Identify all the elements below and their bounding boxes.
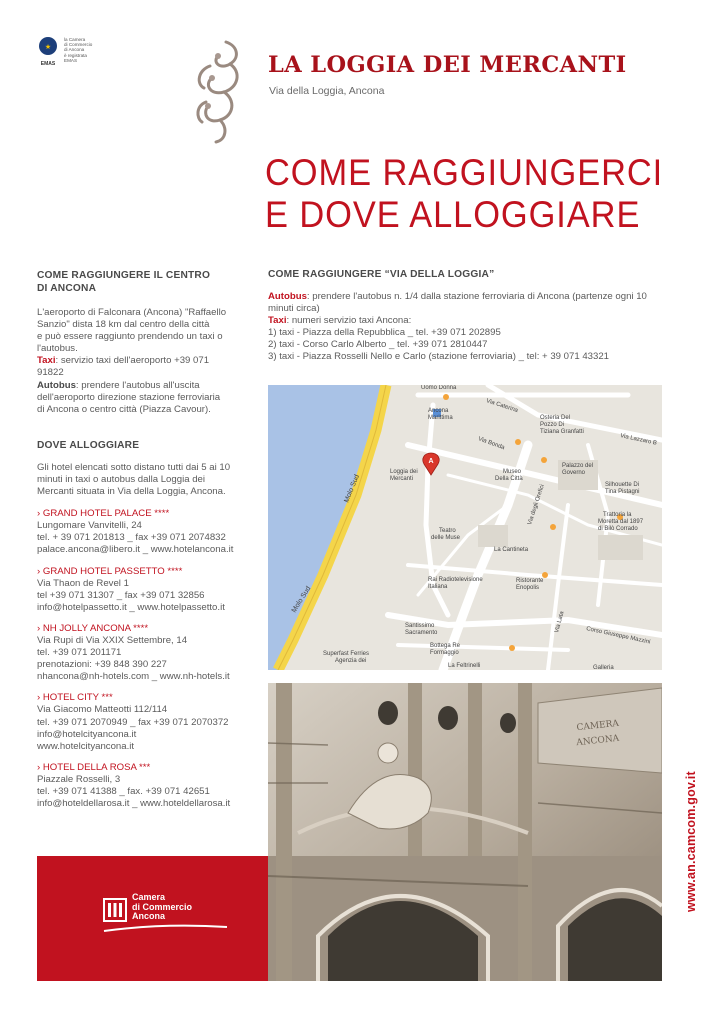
reach-center-heading-line: DI ANCONA	[37, 283, 97, 294]
taxi-line: 2) taxi - Corso Carlo Alberto _ tel. +39 071 2810447	[268, 339, 488, 351]
emas-caption	[64, 37, 92, 63]
emas-caption-line: la Camera	[64, 37, 86, 42]
map-label: Museo	[503, 469, 522, 475]
hotel-line: Via Thaon de Revel 1	[37, 577, 129, 589]
map-label: Della Città	[495, 476, 523, 482]
emas-caption-line: è registrata	[64, 52, 87, 58]
hotel-line: tel +39 071 31307 _ fax +39 071 32856	[37, 589, 205, 601]
map-label: Molo Sud	[290, 585, 313, 615]
map-label: Ancona	[428, 408, 449, 414]
map-label: Agenzia dei	[335, 658, 367, 664]
map-label: Enopolis	[516, 585, 540, 591]
main-title	[265, 152, 663, 236]
map-label: Osteria Del	[540, 415, 571, 421]
map-label: Rai Radiotelevisione	[428, 577, 483, 583]
header-title: LA LOGGIA DEI MERCANTI	[268, 52, 627, 78]
map-label: Palazzo del	[562, 463, 594, 469]
bus-line: di Ancona o centro città (Piazza Cavour).	[37, 403, 211, 415]
taxi-label: Taxi	[37, 355, 56, 367]
map-label: Sacramento	[405, 630, 438, 636]
map-label: Moretta dal 1897	[598, 519, 644, 525]
airport-line: e può essere raggiunto prendendo un taxi o	[37, 331, 223, 343]
ornament-icon	[190, 36, 252, 148]
map-label: Trattoria la	[603, 512, 632, 518]
hotel-line: tel. +39 071 41388 _ fax. +39 071 42651	[37, 786, 210, 797]
hotel-link[interactable]: www.hotelcityancona.it	[37, 740, 135, 752]
chamber-building-icon	[102, 895, 128, 925]
emas-caption-line: di Ancona	[64, 47, 85, 53]
hotel-line: tel. + 39 071 201813 _ fax +39 071 2074832	[37, 532, 226, 544]
map-label: Bottega Re	[430, 643, 461, 649]
stay-intro-line: Mercanti situata in Via della Loggia, Ancona.	[37, 486, 226, 498]
hotel-item	[37, 692, 252, 752]
hotel-item	[37, 508, 252, 556]
bus-text: : prendere l'autobus all'uscita	[75, 379, 200, 391]
taxi-line: 1) taxi - Piazza della Repubblica _ tel. +39 071 202895	[268, 327, 501, 339]
map-label: Mercanti	[390, 476, 414, 482]
hotel-item	[37, 762, 252, 810]
hotel-item	[37, 623, 252, 683]
map-label: di Bilò Corrado	[598, 526, 638, 532]
bus-line: dell'aeroporto direzione stazione ferroviaria	[37, 391, 221, 403]
taxi-number: 91822	[37, 367, 64, 379]
camera-logo-text	[132, 893, 192, 922]
camera-logo-line: Camera	[132, 892, 166, 902]
bus-text: minuti circa)	[268, 303, 320, 315]
hotel-link[interactable]: nhancona@nh-hotels.com _ www.nh-hotels.it	[37, 671, 230, 683]
map-label: Superfast Ferries	[323, 651, 370, 657]
hotel-link[interactable]: info@hoteldellarosa.it _ www.hoteldellarosa.it	[37, 798, 231, 810]
map-label: Tina Pistagni	[605, 489, 640, 495]
hotel-link[interactable]: info@hotelpassetto.it _ www.hotelpassetto.it	[37, 601, 225, 613]
camera-logo-line: di Commercio	[132, 901, 193, 912]
map-label: Santissimo	[405, 623, 435, 629]
emas-logo	[35, 36, 61, 66]
map-label: Corso Giuseppe Mazzini	[585, 626, 651, 646]
map-label: Galleria	[593, 665, 614, 670]
map-label: Uomo Donna	[421, 385, 457, 391]
emas-caption-line: di Commercio	[64, 42, 93, 48]
airport-line: l'autobus.	[37, 343, 78, 355]
hotel-line: tel. +39 071 2070949 _ fax +39 071 2070372	[37, 716, 229, 728]
map-label: Molo Sud	[343, 473, 361, 504]
map-marker-label: A	[428, 458, 434, 465]
stay-intro-line: Gli hotel elencati sotto distano tutti dai 5 ai 10	[37, 461, 231, 473]
footer-photo-overlay	[268, 856, 662, 981]
hotel-name: › GRAND HOTEL PALACE ****	[37, 508, 170, 520]
map-label: Pozzo Di	[540, 422, 565, 428]
camera-logo-swoosh	[102, 923, 232, 933]
hotel-name: › HOTEL CITY ***	[37, 692, 113, 704]
hotel-item	[37, 566, 252, 614]
right-taxi-line	[268, 315, 668, 327]
map-label: La Cantineta	[494, 547, 529, 553]
hotel-line: Via Giacomo Matteotti 112/114	[37, 704, 168, 716]
reach-center-heading	[37, 269, 252, 295]
emas-caption-line: EMAS	[64, 57, 78, 63]
right-column	[268, 269, 668, 364]
inscription-text: CAMERA	[576, 718, 620, 734]
inscription-text: ANCONA	[575, 733, 620, 749]
hotel-name: › NH JOLLY ANCONA ****	[37, 622, 149, 634]
hotel-line: prenotazioni: +39 848 390 227	[37, 659, 167, 671]
map-label: La Feltrinelli	[448, 663, 481, 669]
hotel-link[interactable]: palace.ancona@libero.it _ www.hotelancona.it	[37, 544, 234, 556]
airport-taxi-line	[37, 355, 252, 367]
hotel-line: Piazzale Rosselli, 3	[37, 773, 121, 785]
hotel-line: Via Rupi di Via XXIX Settembre, 14	[37, 634, 188, 646]
reach-center-heading-line: COME RAGGIUNGERE IL CENTRO	[37, 270, 211, 281]
stay-heading: DOVE ALLOGGIARE	[37, 439, 140, 451]
airport-line: L'aeroporto di Falconara (Ancona) "Raffaello	[37, 307, 227, 318]
svg-text:★: ★	[44, 43, 52, 51]
airport-line: Sanzio" dista 18 km dal centro della città	[37, 319, 210, 331]
map-label: Via Lazzaro B	[619, 433, 658, 447]
airport-paragraph	[37, 307, 252, 416]
map-label: Via degli Orefici	[527, 483, 546, 526]
website-link[interactable]: www.an.camcom.gov.it	[684, 771, 698, 912]
left-column	[37, 269, 252, 810]
emas-logo-text: EMAS	[40, 61, 56, 67]
stay-intro-line: minuti in taxi o autobus dalla Loggia dei	[37, 473, 206, 485]
bus-label: Autobus	[268, 291, 307, 302]
camera-commercio-logo	[102, 893, 232, 935]
taxi-text: : numeri servizio taxi Ancona:	[286, 315, 412, 327]
map-label: delle Muse	[431, 535, 461, 541]
map-label: Formaggio	[430, 650, 459, 656]
map-label: Marittima	[428, 415, 453, 421]
bus-label: Autobus	[37, 379, 76, 391]
hotel-line: tel. +39 071 201171	[37, 647, 122, 659]
map-label: Teatro	[439, 528, 456, 534]
map-label: Via Lata	[554, 610, 566, 634]
reach-loggia-text	[268, 291, 668, 364]
bus-text: : prendere l'autobus n. 1/4 dalla stazione ferroviaria di Ancona (partenze ogni 10	[306, 291, 647, 302]
location-map[interactable]	[268, 385, 662, 670]
map-label: Via Caterina	[485, 398, 519, 415]
map-label: Silhouette Di	[605, 482, 640, 488]
hotel-name: › GRAND HOTEL PASSETTO ****	[37, 565, 183, 577]
taxi-text: : servizio taxi dell'aeroporto +39 071	[55, 355, 210, 367]
camera-logo-line: Ancona	[132, 911, 166, 921]
right-bus-line	[268, 291, 668, 303]
emas-stars-icon	[35, 36, 61, 58]
hotel-name: › HOTEL DELLA ROSA ***	[37, 761, 151, 773]
map-label: Loggia dei	[390, 469, 418, 475]
main-title-line-1: COME RAGGIUNGERCI	[265, 152, 664, 193]
map-label: Ristorante	[516, 578, 544, 584]
taxi-line: 3) taxi - Piazza Rosselli Nello e Carlo (stazione ferroviaria) _ tel: + 39 071 43321	[268, 351, 610, 363]
header-subtitle: Via della Loggia, Ancona	[269, 85, 385, 97]
hotel-link[interactable]: info@hotelcityancona.it	[37, 728, 137, 740]
hotel-line: Lungomare Vanvitelli, 24	[37, 520, 142, 532]
taxi-label: Taxi	[268, 315, 287, 327]
map-label: Tiziana Granfatti	[540, 429, 584, 435]
stay-intro	[37, 462, 252, 498]
map-label: Italiana	[428, 584, 448, 590]
reach-loggia-heading: COME RAGGIUNGERE “VIA DELLA LOGGIA”	[268, 269, 495, 280]
airport-bus-line	[37, 380, 252, 392]
main-title-line-2: E DOVE ALLOGGIARE	[265, 194, 641, 235]
map-label: Via Bonda	[477, 436, 506, 452]
map-label: Governo	[562, 470, 586, 476]
